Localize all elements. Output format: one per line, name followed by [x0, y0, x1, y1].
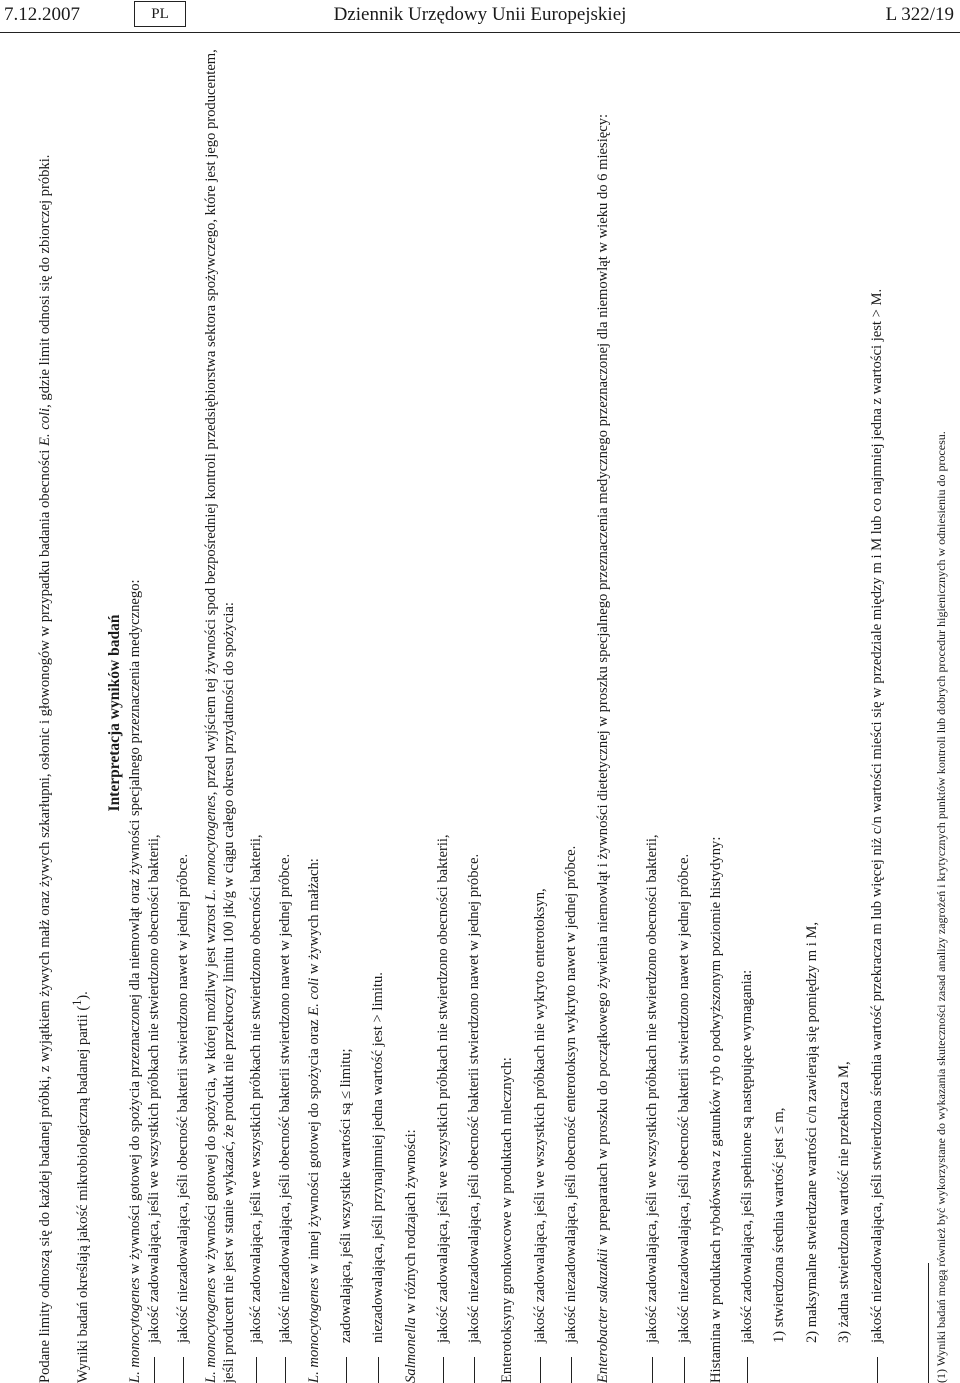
intro-paragraph-1: Podane limity odnoszą się do każdej badanej próbki, z wyjątkiem żywych małż oraz żywych szkarłupni, osłonic i głowonogów w przypadku badania obecności E. coli, gdzie limit odnosi się do zbiorczej próbki.: [37, 154, 53, 1383]
page-header: [0, 0, 960, 33]
footnote-text: Wyniki badań mogą również być wykorzystane do wykazania skuteczności zasad analizy zagrożeń i krytycznych punktów kontroli lub dobrych procedur higienicznych w odniesieniu do procesu.: [934, 431, 948, 1369]
sakazakii-heading: Enterobacter sakazakii w preparatach w proszku do początkowego żywienia niemowląt i żywności dietetycznej w proszku specjalnego przeznaczenia medycznego przeznaczonej dla niemowląt w wieku do 6 miesięcy:: [595, 113, 611, 1383]
bullet-dash: [540, 1357, 541, 1383]
histamine-heading: Histamina w produktach rybołówstwa z gatunków ryb o podwyższonym poziomie histydyny:: [708, 836, 724, 1383]
lm2-heading: L. monocytogenes w żywności gotowej do spożycia, w której możliwy jest wzrost L. monocytogenes, przed wyjściem tej żywności spod bezpośredniej kontroli przedsiębiorstwa sektora spożywczego, które jest jego producentem, jeśli producent nie jest w stanie wykazać, że produkt nie przekroczy limitu 100 jtk/g w ciągu całego okresu przydatności do spożycia:: [203, 49, 237, 1383]
salmonella-heading: Salmonella w różnych rodzajach żywności:: [403, 1129, 419, 1383]
bullet-dash: [747, 1357, 748, 1383]
histamine-item-2: 2) maksymalne stwierdzane wartości c/n zawierają się pomiędzy m i M,: [804, 921, 820, 1343]
page-number: L 322/19: [885, 4, 954, 25]
lm3-bullet-2: niezadowalająca, jeśli przynajmniej jedna wartość jest > limitu.: [370, 972, 386, 1343]
bullet-dash: [443, 1357, 444, 1383]
sakazakii-bullet-2: jakość niezadowalająca, jeśli obecność bakterii stwierdzono nawet w jednej próbce.: [676, 853, 692, 1343]
footnote-mark: (1): [934, 1369, 948, 1383]
lm3-heading: L. monocytogenes w innej żywności gotowej do spożycia oraz E. coli w żywych małżach:: [306, 858, 322, 1383]
bullet-dash: [474, 1357, 475, 1383]
bullet-dash: [256, 1357, 257, 1383]
histamine-item-3: 3) żadna stwierdzona wartość nie przekracza M,: [836, 1061, 852, 1343]
salmonella-bullet-1: jakość zadowalająca, jeśli we wszystkich próbkach nie stwierdzono obecności bakterii,: [435, 834, 451, 1343]
section-title: Interpretacja wyników badań: [106, 614, 123, 812]
footnote: [934, 431, 949, 1383]
language-badge: PL: [134, 1, 186, 27]
lm2-bullet-1: jakość zadowalająca, jeśli we wszystkich próbkach nie stwierdzono obecności bakterii,: [248, 834, 264, 1343]
salmonella-bullet-2: jakość niezadowalająca, jeśli obecność bakterii stwierdzono nawet w jednej próbce.: [466, 853, 482, 1343]
bullet-dash: [154, 1357, 155, 1383]
footnote-ref: 1: [70, 999, 84, 1006]
bullet-dash: [285, 1357, 286, 1383]
lm3-bullet-1: zadowalająca, jeśli wszystkie wartości są ≤ limitu;: [338, 1048, 354, 1343]
rotated-page-body: [0, 43, 960, 1383]
histamine-item-1: 1) stwierdzona średnia wartość jest ≤ m,: [771, 1107, 787, 1343]
publication-date: 7.12.2007: [4, 4, 80, 25]
bullet-dash: [877, 1357, 878, 1383]
bullet-dash: [183, 1357, 184, 1383]
document-body: [0, 43, 930, 1383]
bullet-dash: [378, 1357, 379, 1383]
footnote-rule: [928, 1263, 929, 1383]
enterotoxin-heading: Enterotoksyny gronkowcowe w produktach mlecznych:: [499, 1057, 515, 1383]
bullet-dash: [684, 1357, 685, 1383]
bullet-dash: [652, 1357, 653, 1383]
intro-paragraph-2: Wyniki badań określają jakość mikrobiologiczną badanej partii ($^1$).: [70, 991, 91, 1383]
bullet-dash: [571, 1357, 572, 1383]
histamine-bullet-2: jakość niezadowalająca, jeśli stwierdzona średnia wartość przekracza m lub więcej niż c/n wartości mieści się w przedziale między m i M lub co najmniej jedna z wartości jest > M.: [869, 288, 885, 1343]
sakazakii-bullet-1: jakość zadowalająca, jeśli we wszystkich próbkach nie stwierdzono obecności bakterii,: [644, 834, 660, 1343]
enterotoxin-bullet-2: jakość niezadowalająca, jeśli obecność enterotoksyn wykryto nawet w jednej próbce.: [563, 845, 579, 1343]
lm1-heading: L. monocytogenes w żywności gotowej do spożycia przeznaczonej dla niemowląt oraz żywności specjalnego przeznaczenia medycznego:: [127, 579, 143, 1383]
journal-title: Dziennik Urzędowy Unii Europejskiej: [333, 4, 627, 25]
enterotoxin-bullet-1: jakość zadowalająca, jeśli we wszystkich próbkach nie wykryto enterotoksyn,: [532, 888, 548, 1343]
lm1-bullet-1: jakość zadowalająca, jeśli we wszystkich próbkach nie stwierdzono obecności bakterii,: [146, 834, 162, 1343]
lm1-bullet-2: jakość niezadowalająca, jeśli obecność bakterii stwierdzono nawet w jednej próbce.: [175, 853, 191, 1343]
lm2-bullet-2: jakość niezadowalająca, jeśli obecność bakterii stwierdzono nawet w jednej próbce.: [277, 853, 293, 1343]
histamine-bullet-1: jakość zadowalająca, jeśli spełnione są następujące wymagania:: [739, 969, 755, 1343]
bullet-dash: [346, 1357, 347, 1383]
